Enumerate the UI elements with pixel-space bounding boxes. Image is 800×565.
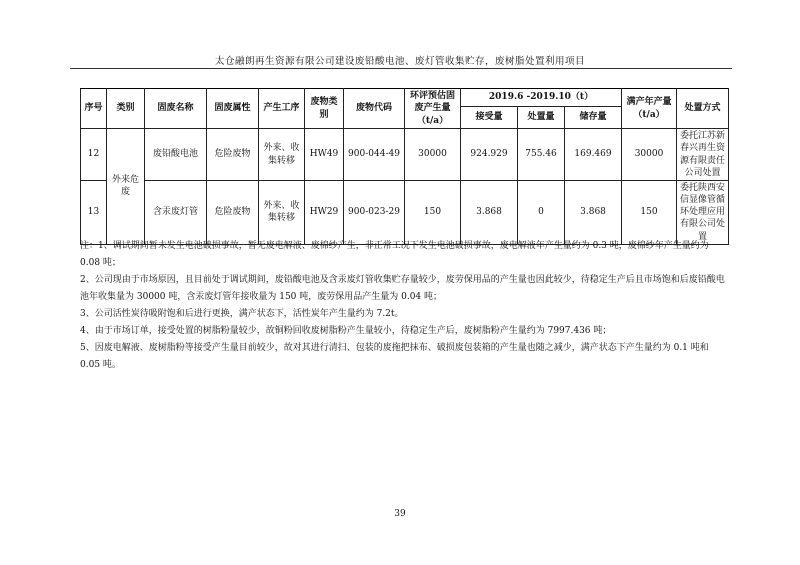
table-notes <box>80 238 730 374</box>
header-divider <box>70 68 732 69</box>
table-row <box>81 181 729 245</box>
header-eia-estimate: 环评预估固废产生量（t/a） <box>405 89 461 129</box>
note-2: 2、公司现由于市场原因，且目前处于调试期间，废铅酸电池及含汞废灯管收集贮存量较少，废劳保用品的产生量也因此较少，待稳定生产后且市场饱和后废铅酸电池年收集量为 30000 吨，含汞废灯管年接收量为 150 吨，废劳保用品产生量为 0.04 吨； <box>80 275 725 302</box>
page-header-title: 太仓融朗再生资源有限公司建设废铅酸电池、废灯管收集贮存，废树脂处置利用项目 <box>214 56 585 67</box>
header-waste-name: 固废名称 <box>145 89 207 129</box>
cell-estimate: 30000 <box>405 129 461 181</box>
header-category: 类别 <box>107 89 145 129</box>
cell-full: 150 <box>622 181 677 245</box>
note-1: 注：1、调试期间暂未发生电池破损事故，暂无废电解液、废棉纱产生，非正常工况下发生电池破损事故，废电解液年产生量约为 0.3 吨，废棉纱年产生量约为 0.08 吨； <box>80 241 709 268</box>
header-property: 固废属性 <box>207 89 259 129</box>
header-disposal: 处置方式 <box>677 89 729 129</box>
header-waste-class: 废物类别 <box>305 89 344 129</box>
note-3: 3、公司活性炭待吸附饱和后进行更换，满产状态下，活性炭年产生量约为 7.2t。 <box>80 309 404 319</box>
header-waste-code: 废物代码 <box>344 89 405 129</box>
header-disposed: 处置量 <box>518 107 565 129</box>
cell-class: HW49 <box>305 129 344 181</box>
cell-property: 危险废物 <box>207 181 259 245</box>
cell-stored: 169.469 <box>565 129 622 181</box>
cell-seq: 13 <box>81 181 107 245</box>
page-number: 39 <box>394 509 406 519</box>
header-received: 接受量 <box>461 107 518 129</box>
cell-disposed: 755.46 <box>518 129 565 181</box>
cell-process: 外来、收集转移 <box>259 129 305 181</box>
cell-stored: 3.868 <box>565 181 622 245</box>
cell-seq: 12 <box>81 129 107 181</box>
cell-estimate: 150 <box>405 181 461 245</box>
header-period: 2019.6 -2019.10（t） <box>461 89 622 107</box>
header-full-output: 满产年产量（t/a） <box>622 89 677 129</box>
cell-name: 废铅酸电池 <box>145 129 207 181</box>
cell-name: 含汞废灯管 <box>145 181 207 245</box>
header-stored: 储存量 <box>565 107 622 129</box>
hazardous-waste-table <box>80 88 729 245</box>
cell-disposal: 委托江苏新春兴再生资源有限责任公司处置 <box>677 129 729 181</box>
note-5: 5、因废电解液、废树脂粉等接受产生量目前较少，故对其进行清扫、包装的废拖把抹布、破损废包装箱的产生量也随之减少，满产状态下产生量约为 0.1 吨和 0.05 吨。 <box>80 343 709 370</box>
cell-code: 900-044-49 <box>344 129 405 181</box>
table-row <box>81 129 729 181</box>
note-4: 4、由于市场订单，接受处置的树脂粉量较少，故铜粉回收废树脂粉产生量较小，待稳定生产后，废树脂粉产生量约为 7997.436 吨； <box>80 326 612 336</box>
cell-received: 924.929 <box>461 129 518 181</box>
cell-disposal: 委托陕西安信显像管循环处理应用有限公司处置 <box>677 181 729 245</box>
header-seq: 序号 <box>81 89 107 129</box>
cell-property: 危险废物 <box>207 129 259 181</box>
cell-disposed: 0 <box>518 181 565 245</box>
cell-full: 30000 <box>622 129 677 181</box>
cell-received: 3.868 <box>461 181 518 245</box>
header-process: 产生工序 <box>259 89 305 129</box>
cell-code: 900-023-29 <box>344 181 405 245</box>
cell-process: 外来、收集转移 <box>259 181 305 245</box>
cell-category: 外来危废 <box>107 129 145 245</box>
cell-class: HW29 <box>305 181 344 245</box>
